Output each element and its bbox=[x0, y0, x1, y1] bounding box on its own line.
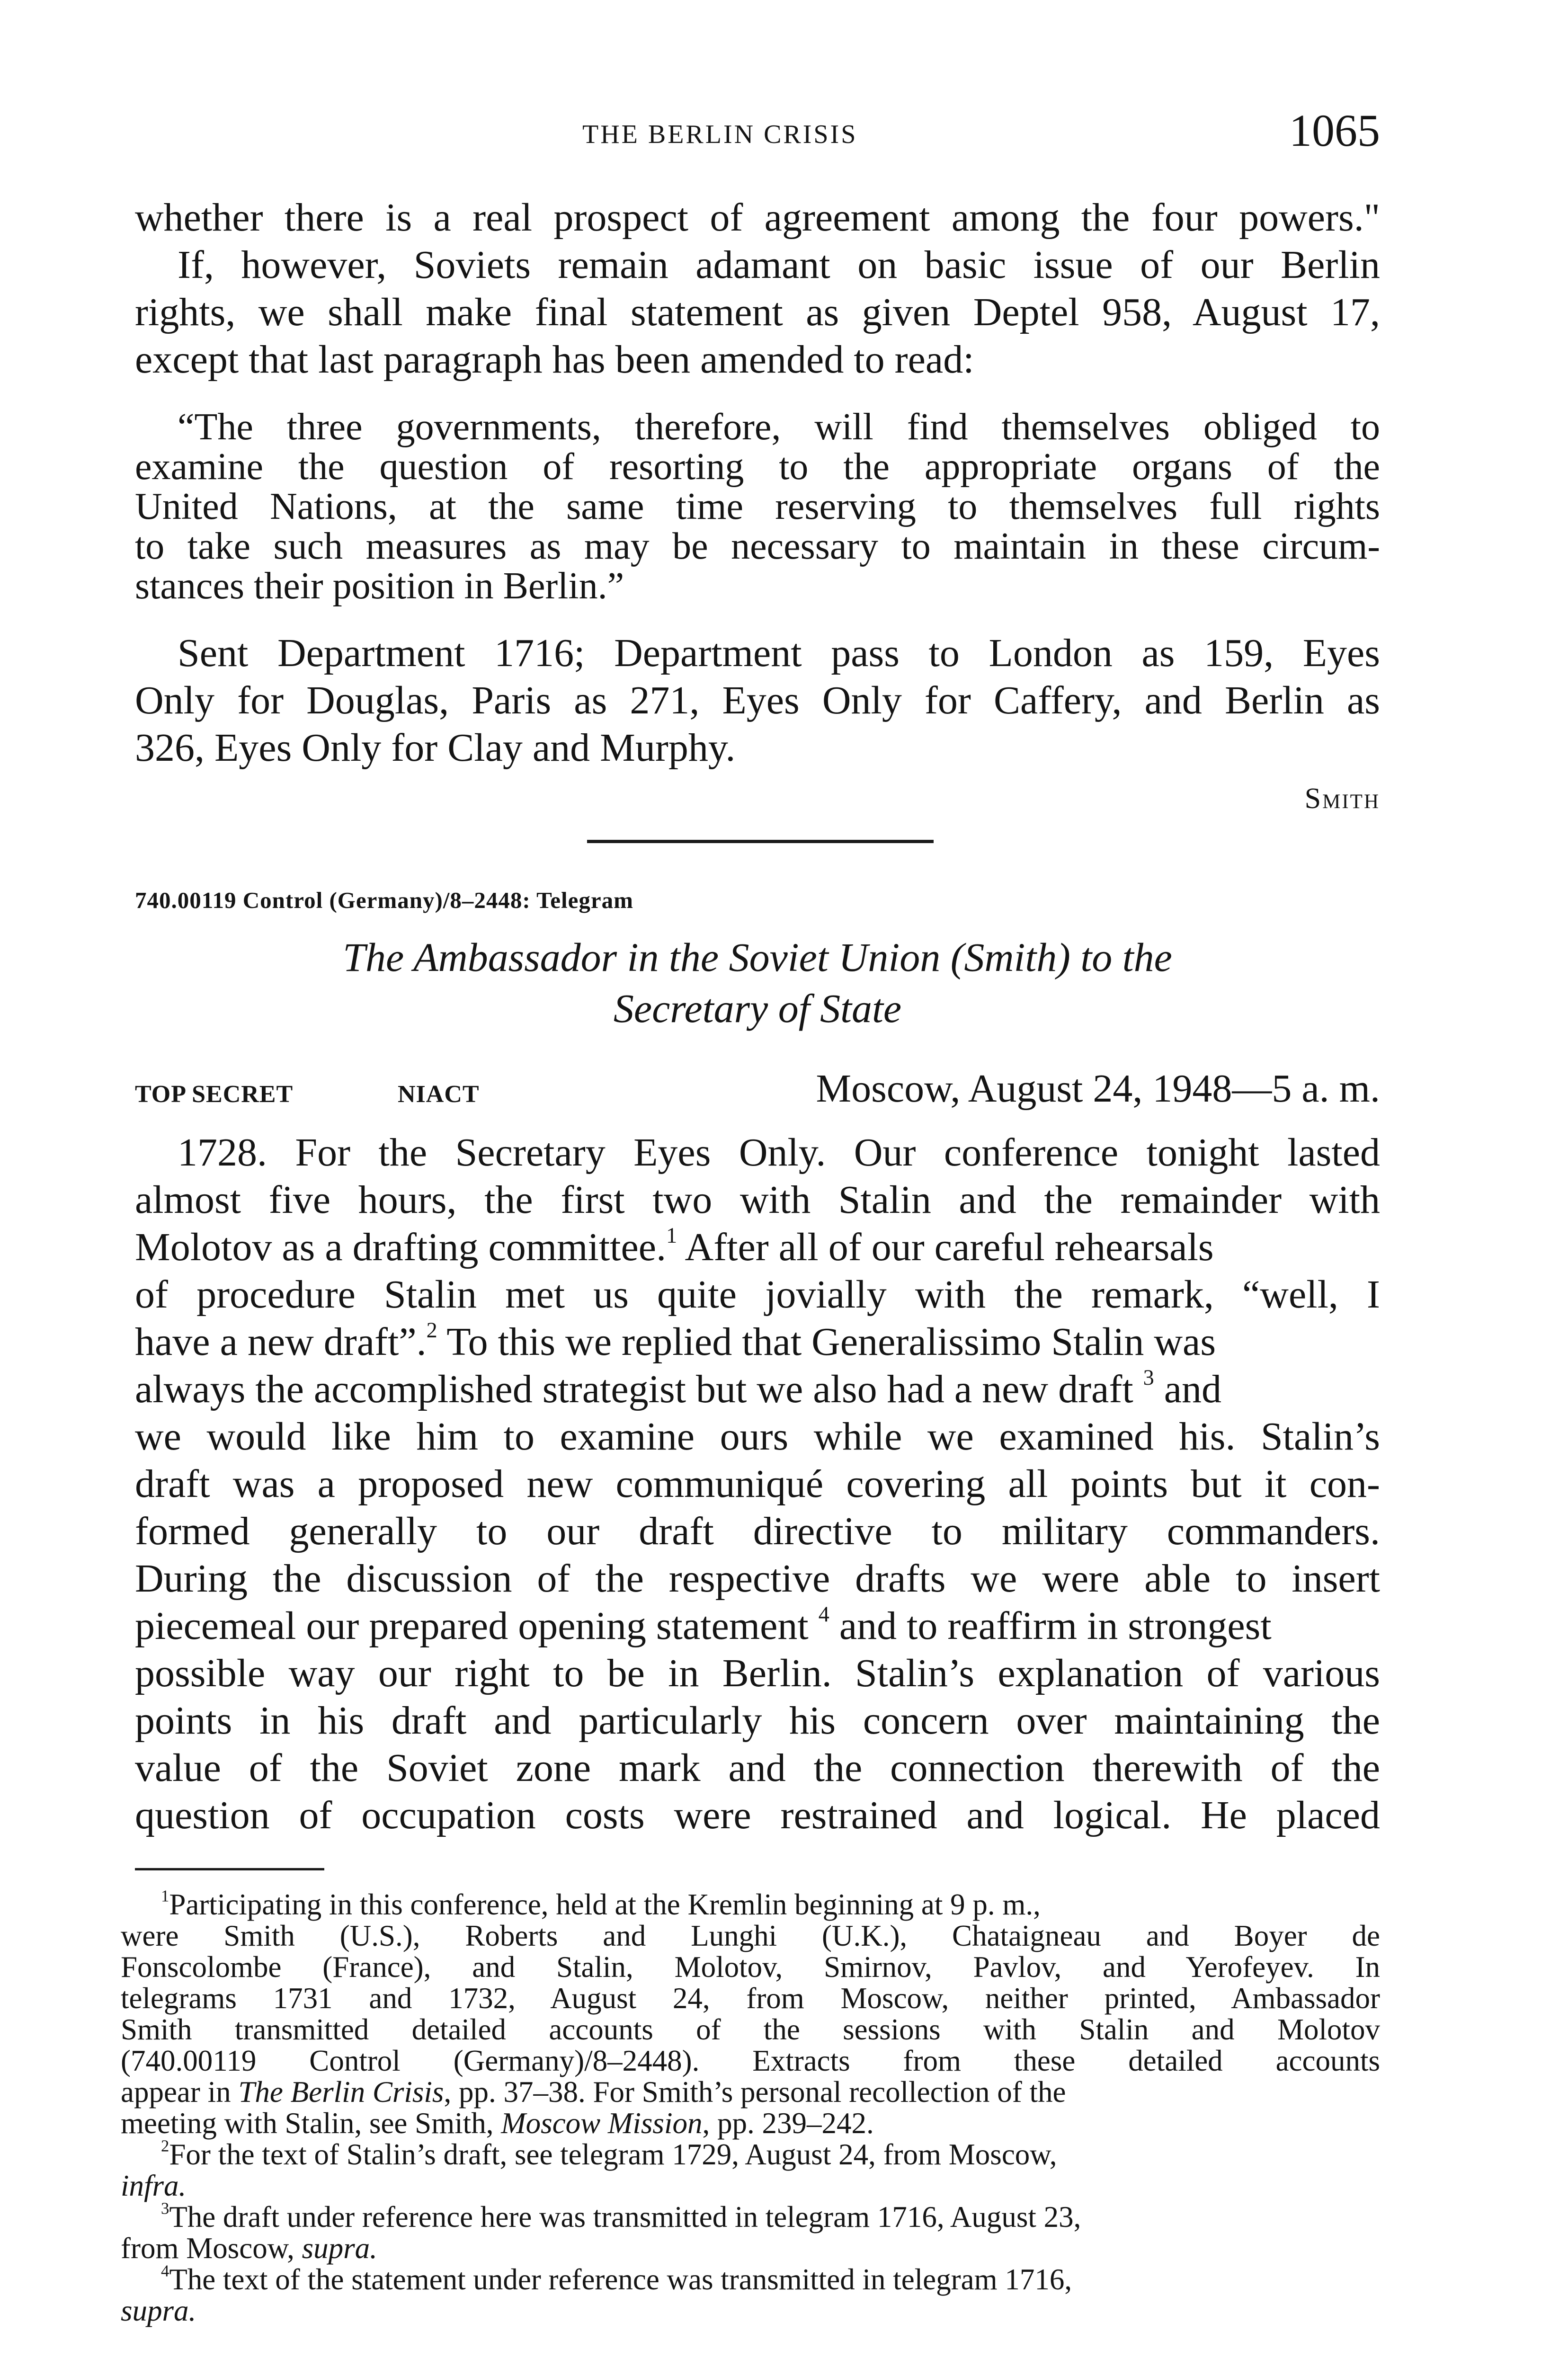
body-line-1: 1728. For the Secretary Eyes Only. Our conference tonight lasted bbox=[178, 1130, 1380, 1175]
footnote-4-line-1 bbox=[161, 2264, 1380, 2295]
quote-line-1: “The three governments, therefore, will find themselves obliged to bbox=[178, 406, 1380, 448]
body-line-3-tail: After all of our careful rehearsals bbox=[677, 1225, 1214, 1269]
footnote-4-cont: supra. bbox=[121, 2294, 196, 2327]
footnote-1-book-title-2: Moscow Mission bbox=[501, 2107, 703, 2140]
continued-line-3: rights, we shall make final statement as given Deptel 958, August 17, bbox=[135, 290, 1380, 334]
footnote-marker-2: 2 bbox=[161, 2137, 169, 2155]
footnote-2-line-1 bbox=[161, 2139, 1380, 2170]
footnote-1-line-8-tail: , pp. 239–242. bbox=[702, 2107, 874, 2140]
footnote-1-line-8 bbox=[121, 2108, 1380, 2139]
priority: NIACT bbox=[398, 1081, 480, 1108]
body-line-6 bbox=[135, 1366, 1380, 1413]
continued-line-1: whether there is a real prospect of agreement among the four powers." bbox=[135, 196, 1380, 240]
body-line-3 bbox=[135, 1224, 1380, 1271]
footnote-1-line-7-text: appear in bbox=[121, 2075, 239, 2109]
signature: Smith bbox=[1304, 783, 1380, 815]
body-line-3-text: Molotov as a drafting committee. bbox=[135, 1225, 667, 1269]
footnote-1-line-1-text: Participating in this conference, held at the Kremlin beginning at 9 p. m., bbox=[169, 1888, 1041, 1921]
footnote-2-cont: infra. bbox=[121, 2169, 187, 2202]
footnote-1-line-7 bbox=[121, 2076, 1380, 2108]
document-title-line-2: Secretary of State bbox=[613, 986, 902, 1031]
footnote-marker-3: 3 bbox=[161, 2199, 169, 2218]
document-title-line-1: The Ambassador in the Soviet Union (Smith) to the bbox=[343, 934, 1172, 980]
footnote-3-line-2 bbox=[121, 2233, 1380, 2264]
footnote-4-line-2 bbox=[121, 2295, 1380, 2326]
sent-line-3: 326, Eyes Only for Clay and Murphy. bbox=[135, 726, 736, 770]
quote-line-5: stances their position in Berlin.” bbox=[135, 565, 624, 607]
footnote-4-text: The text of the statement under reference was transmitted in telegram 1716, bbox=[169, 2263, 1072, 2296]
footnote-marker-1: 1 bbox=[161, 1887, 169, 1905]
footnote-3-cont-a: from Moscow, bbox=[121, 2232, 302, 2265]
body-line-4: of procedure Stalin met us quite jovially with the remark, “well, I bbox=[135, 1272, 1380, 1317]
footnote-2-line-2 bbox=[121, 2170, 1380, 2201]
footnote-3-text: The draft under reference here was transmitted in telegram 1716, August 23, bbox=[169, 2200, 1081, 2234]
body-line-11-text: piecemeal our prepared opening statement bbox=[135, 1604, 809, 1648]
footnote-1-line-6: (740.00119 Control (Germany)/8–2448). Extracts from these detailed accounts bbox=[121, 2044, 1380, 2077]
footnote-1-line-3: Fonscolombe (France), and Stalin, Molotov, Smirnov, Pavlov, and Yerofeyev. In bbox=[121, 1950, 1380, 1984]
footnote-ref-3: 3 bbox=[1143, 1365, 1154, 1390]
classification: TOP SECRET bbox=[135, 1081, 294, 1108]
body-line-6-tail: and bbox=[1154, 1367, 1222, 1411]
body-line-15: question of occupation costs were restrained and logical. He placed bbox=[135, 1793, 1380, 1837]
body-line-5-tail: To this we replied that Generalissimo Stalin was bbox=[437, 1320, 1216, 1364]
body-line-13: points in his draft and particularly his concern over maintaining the bbox=[135, 1699, 1380, 1743]
body-line-11-tail: and to reaffirm in strongest bbox=[829, 1604, 1272, 1648]
footnote-ref-2: 2 bbox=[426, 1318, 437, 1343]
footnote-marker-4: 4 bbox=[161, 2262, 169, 2280]
dateline: Moscow, August 24, 1948—5 a. m. bbox=[816, 1067, 1380, 1111]
sent-line-2: Only for Douglas, Paris as 271, Eyes Only for Caffery, and Berlin as bbox=[135, 678, 1380, 722]
body-line-11 bbox=[135, 1602, 1380, 1650]
footnote-1-line-5: Smith transmitted detailed accounts of the sessions with Stalin and Molotov bbox=[121, 2013, 1380, 2046]
footnote-1-line-2: were Smith (U.S.), Roberts and Lunghi (U.K.), Chataigneau and Boyer de bbox=[121, 1919, 1380, 1952]
footnote-1-line-4: telegrams 1731 and 1732, August 24, from Moscow, neither printed, Ambassador bbox=[121, 1982, 1380, 2015]
continued-line-4: except that last paragraph has been amended to read: bbox=[135, 338, 974, 382]
body-line-6-text: always the accomplished strategist but we also had a new draft bbox=[135, 1367, 1133, 1411]
body-line-2: almost five hours, the first two with Stalin and the remainder with bbox=[135, 1178, 1380, 1222]
running-header-title: THE BERLIN CRISIS bbox=[582, 120, 858, 149]
body-line-9: formed generally to our draft directive to military commanders. bbox=[135, 1509, 1380, 1553]
footnote-1-book-title-1: The Berlin Crisis bbox=[238, 2075, 444, 2109]
footnote-3-cont-b: supra. bbox=[302, 2232, 377, 2265]
body-line-10: During the discussion of the respective drafts we were able to insert bbox=[135, 1557, 1380, 1601]
footnote-3-line-1 bbox=[161, 2201, 1380, 2233]
page-number: 1065 bbox=[1289, 105, 1380, 156]
body-line-5-text: have a new draft”. bbox=[135, 1320, 427, 1364]
footnote-1-line-7-tail: , pp. 37–38. For Smith’s personal recollection of the bbox=[444, 2075, 1066, 2109]
footnote-ref-1: 1 bbox=[666, 1223, 677, 1248]
footnote-1-line-8-text: meeting with Stalin, see Smith, bbox=[121, 2107, 501, 2140]
sent-line-1: Sent Department 1716; Department pass to London as 159, Eyes bbox=[178, 631, 1380, 675]
file-number: 740.00119 Control (Germany)/8–2448: Telegram bbox=[135, 887, 633, 913]
footnote-divider bbox=[135, 1868, 324, 1870]
footnote-2-text: For the text of Stalin’s draft, see telegram 1729, August 24, from Moscow, bbox=[169, 2138, 1057, 2171]
quote-line-4: to take such measures as may be necessary to maintain in these circum- bbox=[135, 525, 1380, 567]
body-line-5 bbox=[135, 1318, 1380, 1366]
footnote-1-line-1 bbox=[161, 1889, 1380, 1920]
continued-line-2: If, however, Soviets remain adamant on basic issue of our Berlin bbox=[178, 243, 1380, 287]
section-divider bbox=[587, 840, 934, 843]
body-line-12: possible way our right to be in Berlin. Stalin’s explanation of various bbox=[135, 1651, 1380, 1695]
body-line-7: we would like him to examine ours while we examined his. Stalin’s bbox=[135, 1415, 1380, 1459]
quote-line-3: United Nations, at the same time reserving to themselves full rights bbox=[135, 486, 1380, 527]
body-line-8: draft was a proposed new communiqué covering all points but it con- bbox=[135, 1462, 1380, 1506]
footnote-ref-4: 4 bbox=[818, 1602, 829, 1627]
quote-line-2: examine the question of resorting to the appropriate organs of the bbox=[135, 446, 1380, 488]
body-line-14: value of the Soviet zone mark and the connection therewith of the bbox=[135, 1746, 1380, 1790]
